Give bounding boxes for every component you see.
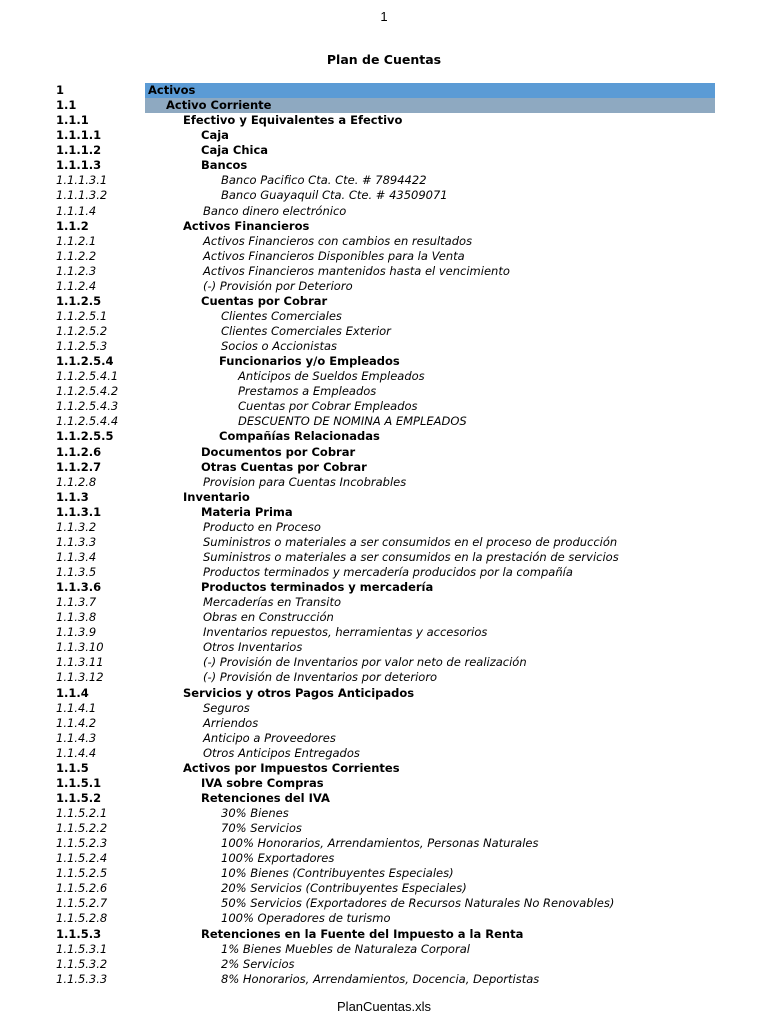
level1-highlight xyxy=(145,83,715,98)
account-name: Efectivo y Equivalentes a Efectivo xyxy=(183,113,403,128)
account-row xyxy=(0,640,768,655)
account-name: Activos por Impuestos Corrientes xyxy=(183,760,400,775)
account-name: Activos Financieros mantenidos hasta el vencimiento xyxy=(203,263,510,278)
account-code: 1.1.5.3.2 xyxy=(56,956,108,971)
account-code: 1.1.2.5.4 xyxy=(56,354,114,369)
account-row xyxy=(0,475,768,490)
account-row xyxy=(0,942,768,957)
account-code: 1.1.2.5.4.3 xyxy=(56,399,119,414)
account-code: 1.1.3.11 xyxy=(56,655,104,670)
account-name: Anticipo a Proveedores xyxy=(203,730,336,745)
account-row xyxy=(0,670,768,685)
account-name: Anticipos de Sueldos Empleados xyxy=(238,369,425,384)
account-name: 30% Bienes xyxy=(221,806,289,820)
account-code: 1.1 xyxy=(56,98,77,113)
account-name: Caja Chica xyxy=(201,143,269,158)
account-code: 1.1.2.5.1 xyxy=(56,308,108,323)
account-row xyxy=(0,731,768,746)
account-code: 1.1.2.6 xyxy=(56,444,102,459)
account-code: 1.1.4.1 xyxy=(56,700,97,715)
account-name: Banco Guayaquil Cta. Cte. # 43509071 xyxy=(221,188,448,203)
account-name: Materia Prima xyxy=(201,504,293,519)
account-name: Producto en Proceso xyxy=(203,519,321,534)
account-row xyxy=(0,490,768,505)
account-code: 1.1.2.5.5 xyxy=(56,429,114,444)
account-code: 1.1.3.7 xyxy=(56,595,97,610)
account-name: Productos terminados y mercadería xyxy=(201,580,434,595)
account-name: Activos Financieros Disponibles para la Venta xyxy=(203,248,465,263)
account-name: Compañías Relacionadas xyxy=(219,429,380,444)
account-row xyxy=(0,896,768,911)
account-code: 1.1.5.3.3 xyxy=(56,971,108,986)
account-row xyxy=(0,610,768,625)
account-row xyxy=(0,866,768,881)
account-name: Clientes Comerciales Exterior xyxy=(221,324,391,338)
account-row xyxy=(0,113,768,128)
account-code: 1.1.2.5.4.1 xyxy=(56,369,119,384)
account-code: 1.1.2.2 xyxy=(56,248,97,263)
account-code: 1.1.4.2 xyxy=(56,715,97,730)
account-code: 1.1.3.9 xyxy=(56,625,97,640)
account-row xyxy=(0,460,768,475)
account-name: Cuentas por Cobrar xyxy=(201,293,328,308)
account-name: Otras Cuentas por Cobrar xyxy=(201,459,367,474)
account-row xyxy=(0,686,768,701)
account-code: 1.1.2.5.4.2 xyxy=(56,384,119,399)
account-name: Prestamos a Empleados xyxy=(238,384,377,399)
account-name: Productos terminados y mercadería producidos por la compañía xyxy=(203,565,573,579)
account-code: 1.1.1 xyxy=(56,113,89,128)
footer-filename: PlanCuentas.xls xyxy=(337,999,431,1014)
account-code: 1.1.1.1 xyxy=(56,128,102,143)
account-row xyxy=(0,158,768,173)
account-code: 1.1.5.2.4 xyxy=(56,851,108,866)
page-title: Plan de Cuentas xyxy=(326,52,442,67)
account-row xyxy=(0,776,768,791)
account-row xyxy=(0,595,768,610)
account-row xyxy=(0,957,768,972)
account-row xyxy=(0,83,768,98)
account-code: 1.1.2.5.2 xyxy=(56,324,108,338)
account-code: 1.1.3.12 xyxy=(56,670,104,685)
account-row xyxy=(0,204,768,219)
account-code: 1.1.1.4 xyxy=(56,203,97,218)
account-code: 1.1.5 xyxy=(56,760,89,775)
account-code: 1.1.5.2.6 xyxy=(56,881,108,896)
account-name: 100% Exportadores xyxy=(221,851,335,866)
account-row xyxy=(0,324,768,339)
account-name: Inventarios repuestos, herramientas y accesorios xyxy=(203,625,488,640)
account-name: Obras en Construcción xyxy=(203,610,334,625)
account-code: 1.1.5.2 xyxy=(56,790,102,805)
account-code: 1.1.5.2.7 xyxy=(56,896,108,911)
account-row xyxy=(0,354,768,369)
account-name: Otros Inventarios xyxy=(203,640,303,655)
account-code: 1.1.4.4 xyxy=(56,745,97,760)
account-name: 10% Bienes (Contribuyentes Especiales) xyxy=(221,866,454,881)
account-name: Suministros o materiales a ser consumidos en la prestación de servicios xyxy=(203,549,619,564)
account-name: (-) Provisión de Inventarios por deterioro xyxy=(203,670,438,685)
account-row xyxy=(0,414,768,429)
account-code: 1.1.4.3 xyxy=(56,730,97,745)
account-name: Funcionarios y/o Empleados xyxy=(219,354,400,369)
account-row xyxy=(0,655,768,670)
account-name: Inventario xyxy=(183,489,250,504)
account-row xyxy=(0,249,768,264)
account-row xyxy=(0,339,768,354)
account-name: 2% Servicios xyxy=(221,956,295,971)
account-row xyxy=(0,294,768,309)
account-row xyxy=(0,881,768,896)
account-row xyxy=(0,821,768,836)
account-row xyxy=(0,143,768,158)
account-code: 1 xyxy=(56,83,65,97)
account-row xyxy=(0,565,768,580)
account-row xyxy=(0,369,768,384)
account-code: 1.1.5.2.8 xyxy=(56,911,108,926)
account-row xyxy=(0,445,768,460)
account-row xyxy=(0,128,768,143)
account-code: 1.1.3.10 xyxy=(56,640,104,655)
account-row xyxy=(0,535,768,550)
account-code: 1.1.1.3 xyxy=(56,158,102,173)
account-row xyxy=(0,580,768,595)
account-row xyxy=(0,188,768,203)
account-row xyxy=(0,746,768,761)
account-code: 1.1.5.3.1 xyxy=(56,941,108,956)
account-code: 1.1.1.2 xyxy=(56,143,102,158)
account-name: Banco Pacifico Cta. Cte. # 7894422 xyxy=(221,173,427,188)
account-row xyxy=(0,279,768,294)
account-name: Retenciones en la Fuente del Impuesto a la Renta xyxy=(201,926,524,941)
account-row xyxy=(0,927,768,942)
account-code: 1.1.2.4 xyxy=(56,278,97,293)
account-name: Socios o Accionistas xyxy=(221,339,337,354)
account-code: 1.1.2 xyxy=(56,218,89,233)
account-code: 1.1.3 xyxy=(56,489,89,504)
account-name: Caja xyxy=(201,128,229,143)
account-name: Servicios y otros Pagos Anticipados xyxy=(183,685,415,700)
account-name: IVA sobre Compras xyxy=(201,775,324,790)
account-code: 1.1.1.3.2 xyxy=(56,188,108,203)
account-code: 1.1.3.4 xyxy=(56,549,97,564)
account-name: Otros Anticipos Entregados xyxy=(203,745,360,760)
account-name: Mercaderías en Transito xyxy=(203,595,342,610)
account-row xyxy=(0,791,768,806)
account-code: 1.1.5.2.3 xyxy=(56,836,108,851)
account-name: 8% Honorarios, Arrendamientos, Docencia, Deportistas xyxy=(221,971,540,986)
account-name: 1% Bienes Muebles de Naturaleza Corporal xyxy=(221,941,470,956)
account-code: 1.1.2.5.3 xyxy=(56,339,108,354)
account-row xyxy=(0,836,768,851)
account-name: Activos Financieros con cambios en resultados xyxy=(203,233,473,248)
account-name: Suministros o materiales a ser consumidos en el proceso de producción xyxy=(203,534,618,549)
account-code: 1.1.5.2.1 xyxy=(56,806,108,820)
account-name: (-) Provisión de Inventarios por valor neto de realización xyxy=(203,655,527,670)
account-code: 1.1.2.1 xyxy=(56,233,97,248)
account-row xyxy=(0,98,768,113)
account-row xyxy=(0,309,768,324)
account-name: Bancos xyxy=(201,158,248,173)
account-code: 1.1.4 xyxy=(56,685,89,700)
account-row xyxy=(0,399,768,414)
account-name: 70% Servicios xyxy=(221,821,302,836)
account-name: Seguros xyxy=(203,700,250,715)
page-number: 1 xyxy=(380,9,388,24)
account-name: (-) Provisión por Deterioro xyxy=(203,278,353,293)
account-code: 1.1.1.3.1 xyxy=(56,173,108,188)
account-code: 1.1.5.1 xyxy=(56,775,102,790)
account-row xyxy=(0,761,768,776)
account-code: 1.1.2.5 xyxy=(56,293,102,308)
account-name: Activos xyxy=(148,83,196,97)
account-code: 1.1.2.8 xyxy=(56,474,97,489)
account-code: 1.1.3.3 xyxy=(56,534,97,549)
account-code: 1.1.2.5.4.4 xyxy=(56,414,119,429)
account-row xyxy=(0,625,768,640)
account-row xyxy=(0,911,768,926)
account-name: 20% Servicios (Contribuyentes Especiales) xyxy=(221,881,467,896)
account-row xyxy=(0,520,768,535)
account-name: Banco dinero electrónico xyxy=(203,203,347,218)
account-row xyxy=(0,384,768,399)
account-row xyxy=(0,972,768,987)
account-name: 100% Operadores de turismo xyxy=(221,911,391,926)
chart-of-accounts-list xyxy=(0,83,768,987)
account-row xyxy=(0,701,768,716)
account-row xyxy=(0,173,768,188)
account-name: Documentos por Cobrar xyxy=(201,444,356,459)
account-name: DESCUENTO DE NOMINA A EMPLEADOS xyxy=(238,414,467,429)
account-row xyxy=(0,806,768,821)
account-name: Retenciones del IVA xyxy=(201,790,330,805)
account-name: 100% Honorarios, Arrendamientos, Personas Naturales xyxy=(221,836,539,851)
account-code: 1.1.5.2.5 xyxy=(56,866,108,881)
account-name: Activo Corriente xyxy=(166,98,272,113)
account-code: 1.1.3.5 xyxy=(56,565,97,579)
account-code: 1.1.3.1 xyxy=(56,504,102,519)
account-code: 1.1.5.3 xyxy=(56,926,102,941)
account-code: 1.1.2.7 xyxy=(56,459,102,474)
account-row xyxy=(0,716,768,731)
account-row xyxy=(0,429,768,444)
account-name: Clientes Comerciales xyxy=(221,308,342,323)
account-name: Activos Financieros xyxy=(183,218,310,233)
account-name: 50% Servicios (Exportadores de Recursos Naturales No Renovables) xyxy=(221,896,615,911)
account-name: Cuentas por Cobrar Empleados xyxy=(238,399,418,414)
account-row xyxy=(0,219,768,234)
account-code: 1.1.5.2.2 xyxy=(56,821,108,836)
account-row xyxy=(0,234,768,249)
account-row xyxy=(0,851,768,866)
account-code: 1.1.3.8 xyxy=(56,610,97,625)
account-code: 1.1.3.2 xyxy=(56,519,97,534)
account-name: Provision para Cuentas Incobrables xyxy=(203,474,407,489)
account-row xyxy=(0,264,768,279)
account-code: 1.1.2.3 xyxy=(56,263,97,278)
account-row xyxy=(0,505,768,520)
account-row xyxy=(0,550,768,565)
account-name: Arriendos xyxy=(203,715,259,730)
account-code: 1.1.3.6 xyxy=(56,580,102,595)
